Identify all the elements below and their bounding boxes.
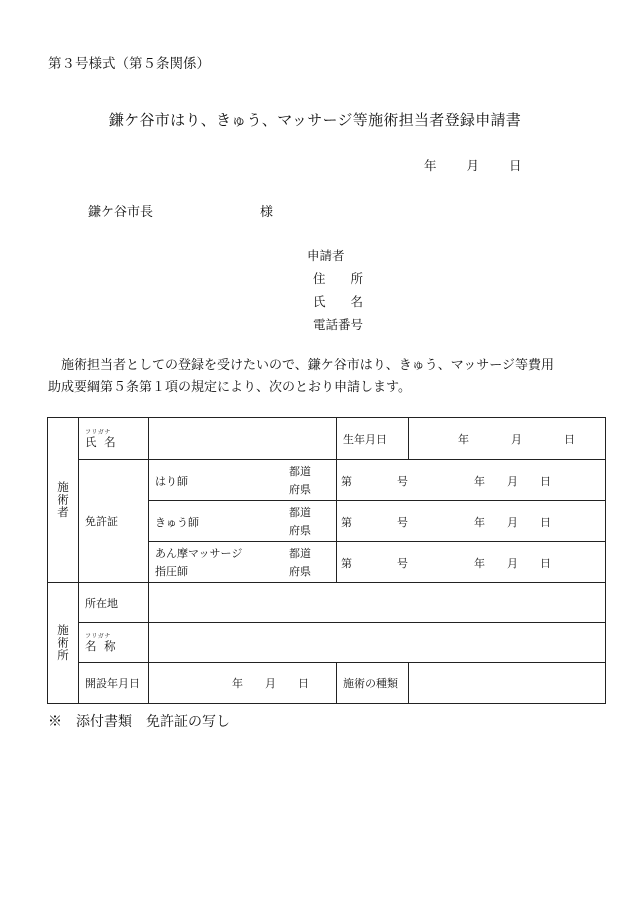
birth-date-label: 生年月日 [337,418,409,460]
document-title: 鎌ケ谷市はり、きゅう、マッサージ等施術担当者登録申請書 [108,111,522,129]
furigana-label: フリガナ [85,632,111,640]
license-massage: あん摩マッサージ 指圧師 都道 府県 [149,542,337,583]
applicant-name-label: 氏 名 [313,294,364,309]
opening-date-field[interactable]: 年 月 日 [149,663,337,704]
clinic-section-label: 施術所 [48,583,79,704]
license-acupuncture-number[interactable]: 第 号 年 月 日 [337,460,606,501]
practitioner-name-label: フリガナ 氏 名 [79,418,149,460]
license-moxibustion-number[interactable]: 第 号 年 月 日 [337,501,606,542]
birth-date-field[interactable]: 年 月 日 [409,418,606,460]
clinic-name-field[interactable] [149,623,606,663]
form-number: 第３号様式（第５条関係） [48,56,210,72]
addressee [88,201,274,220]
practitioner-name-field[interactable] [149,418,337,460]
clinic-location-label: 所在地 [79,583,149,623]
addressee-honorific: 様 [260,205,274,220]
treatment-type-label: 施術の種類 [337,663,409,704]
license-acupuncture: はり師 都道 府県 [149,460,337,501]
application-statement [48,355,588,399]
practitioner-section-label: 施術者 [48,418,79,583]
opening-date-label: 開設年月日 [79,663,149,704]
license-moxibustion: きゅう師 都道 府県 [149,501,337,542]
addressee-name: 鎌ケ谷市長 [88,205,154,220]
registration-table [47,417,606,704]
clinic-name-label: フリガナ 名 称 [79,623,149,663]
statement-line-1: 施術担当者としての登録を受けたいので、鎌ケ谷市はり、きゅう、マッサージ等費用 [61,358,554,373]
applicant-address-label: 住 所 [313,271,364,286]
date-day: 日 [509,158,522,173]
date-month: 月 [466,158,480,173]
applicant-heading: 申請者 [307,248,345,263]
application-date [424,156,522,174]
attachment-note: ※ 添付書類 免許証の写し [48,714,230,730]
license-massage-number[interactable]: 第 号 年 月 日 [337,542,606,583]
license-label: 免許証 [79,460,149,583]
applicant-phone-label: 電話番号 [313,317,364,332]
date-year: 年 [424,158,437,173]
treatment-type-field[interactable] [409,663,606,704]
clinic-location-field[interactable] [149,583,606,623]
statement-line-2: 助成要綱第５条第１項の規定により、次のとおり申請します。 [48,380,411,395]
furigana-label: フリガナ [85,428,111,436]
